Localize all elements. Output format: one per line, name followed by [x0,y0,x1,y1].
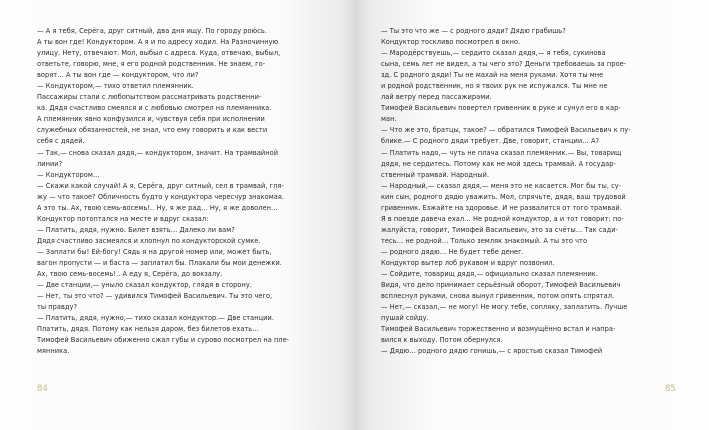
text-line: дядя, не сердитесь. Потому как не мой здесь трамвай. А государ- [381,159,616,168]
text-line: — Платить надо,— чуть не плача сказал племянник.— Вы, товарищ [381,148,622,157]
text-line: гривенник. Езжайте на здоровье. И не развалится от того трамвай. [381,203,622,212]
right-page-number: 85 [665,384,676,394]
text-line: Видя, что дело принимает серьёзный оборот, Тимофей Васильевич [381,281,621,290]
text-line: А племянник явно конфузился и, чувствуя себя при исполнении [37,115,265,124]
text-line: сына, семь лет не видел, а ты чего это? Деньги требоваешь за прое- [381,60,627,69]
text-line: — Нет, ты это что? — удивился Тимофей Васильевич. Ты это чего, [37,292,273,301]
text-line: — А я тебя, Серёга, друг ситный, два дня ищу. По городу рою́сь. [37,27,267,35]
text-line: мянника. [37,347,70,356]
text-line: жалуйста, говорит, Тимофей Васильевич, это за счёты… Так сади- [381,225,618,234]
text-line: себя с дядей. [37,137,85,146]
text-line: — Народный,— сказал дядя,— меня это не касается. Мог бы ты, су- [381,181,622,190]
text-line: Тимофей Васильевич обиженно сжал губы и сурово посмотрел на пле- [37,336,290,345]
right-page-text [381,26,631,357]
text-line: ка. Дядя счастливо смеялся и с любовью смотрел на племянника. [37,104,272,113]
text-line: кин сын, родного дядю уважить. Мол, спрячьте, дядя, ваш трудовой [381,192,626,201]
text-line: Дядя счастливо засмеялся и хлопнул по кондукторской сумке. [37,236,261,245]
text-line: — Заплати бы! Ей-богу! Сядь я на другой номер или, может быть, [37,247,272,256]
text-line: — Дядю… родного дядю гонишь,— с яростью сказал Тимофей [381,347,603,356]
text-line: служебных обязанностей, не знал, что ему говорить и как вести [37,126,268,135]
text-line: — Сойдите, товарищ дядя,— официально сказал племянник. [381,270,598,279]
text-line: пушай сойду. [381,314,429,323]
text-line: улицу. Нету, отвечают. Мол, выбыл с адреса. Куда, отвечаю, выбыл, [37,49,281,58]
text-line: и родной родственник, но я твоих рук не испужался. Ты мне не [381,82,608,91]
text-line: линии? [37,159,63,168]
text-line: — Так,— снова сказал дядя,— кондуктором, значит. На трамвайной [37,148,279,157]
text-line: — Что же это, братцы, такое? — обратился Тимофей Васильевич к пу- [381,126,631,135]
text-line: — Ты это что же — с родного дяди? Дядю грабишь? [381,27,566,35]
text-line: Кондуктор вытер лоб рукавом и вдруг позвонил. [381,258,555,267]
text-line: ман. [381,115,397,124]
text-line: Кондуктор потоптался на месте и вдруг сказал: [37,214,209,223]
text-line: вагон пропусти — и баста — заплатил бы. Плакали бы мои денежки. [37,258,282,267]
text-line: ственный трамвай. Народный. [381,170,490,179]
text-line: — Нет,— сказал,— не могу! Не могу тебе, сопляку, заплатить. Лучше [381,303,628,312]
text-line: А ты вон где! Кондуктором. А я и по адресу ходил. На Разночинную [37,38,279,47]
text-line: лай ветру перед пассажирами. [381,93,492,102]
text-line: Ах, твою семь-восемь!.. А еду я, Серёга, до вокзалу. [37,270,223,279]
text-line: Тимофей Васильевич повертел гривенник в руке и сунул его в кар- [381,104,621,113]
text-line: Кондуктор тоскливо посмотрел в окно. [381,38,521,47]
text-line: — Кондуктором… [37,170,100,179]
text-line: — Платить, дядя, нужно. Билет взять… Далеко ли вам? [37,225,235,234]
right-page [355,0,709,430]
text-line: — Скажи какой случай! А я, Серёга, друг ситный, сел в трамвай, гля- [37,181,284,190]
text-line: тесь… не родной… Только земляк знакомый. А ты это что [381,236,588,245]
text-line: ответьте, говорю, мне, я его родной родственник. Не знаем, го- [37,60,266,69]
text-line: — Кондуктором,— тихо ответил племянник. [37,82,194,91]
text-line: вился к выходу. Потом обернулся. [381,336,503,345]
text-line: — Две станции,— уныло сказал кондуктор, глядя в сторону. [37,281,252,290]
text-line: Тимофей Васильевич торжественно и возмущённо встал и напра- [381,325,616,334]
text-line: Платить, дядя. Потому как нельзя даром, без билетов ехать… [37,325,259,334]
text-line: Пассажиры стали с любопытством рассматривать родственни- [37,93,262,102]
text-line: — Платить, дядя, нужно,— тихо сказал кондуктор.— Две станции. [37,314,274,323]
text-line: А это ты. Ах, твою семь-восемь!.. Ну, я же рад… Ну, я же доволен… [37,203,278,212]
text-line: ворят… А ты вон где — кондуктором, что ли? [37,71,199,80]
left-page-number: 84 [37,384,48,394]
text-line: жу — что такое? Обличность будто у кондуктора чересчур знакомая. [37,192,285,201]
text-line: Я в поезде давеча ехал… Не родной кондуктор, а и тот говорит: по- [381,214,624,223]
text-line: блике.— С родного дяди требует. Две, говорит, станции… А? [381,137,600,146]
left-page-text [37,26,289,357]
text-line: зд. С родного дяди! Ты не махай на меня руками. Хотя ты мне [381,71,604,80]
text-line: — Мародёрствуешь,— сердито сказал дядя,— я тебя, сукинова [381,49,606,58]
text-line: ты правду? [37,303,78,312]
text-line: — родного дядю… Не будет тебе денег. [381,247,524,256]
text-line: всплеснул руками, снова вынул гривенник, потом опять спрятал. [381,292,615,301]
